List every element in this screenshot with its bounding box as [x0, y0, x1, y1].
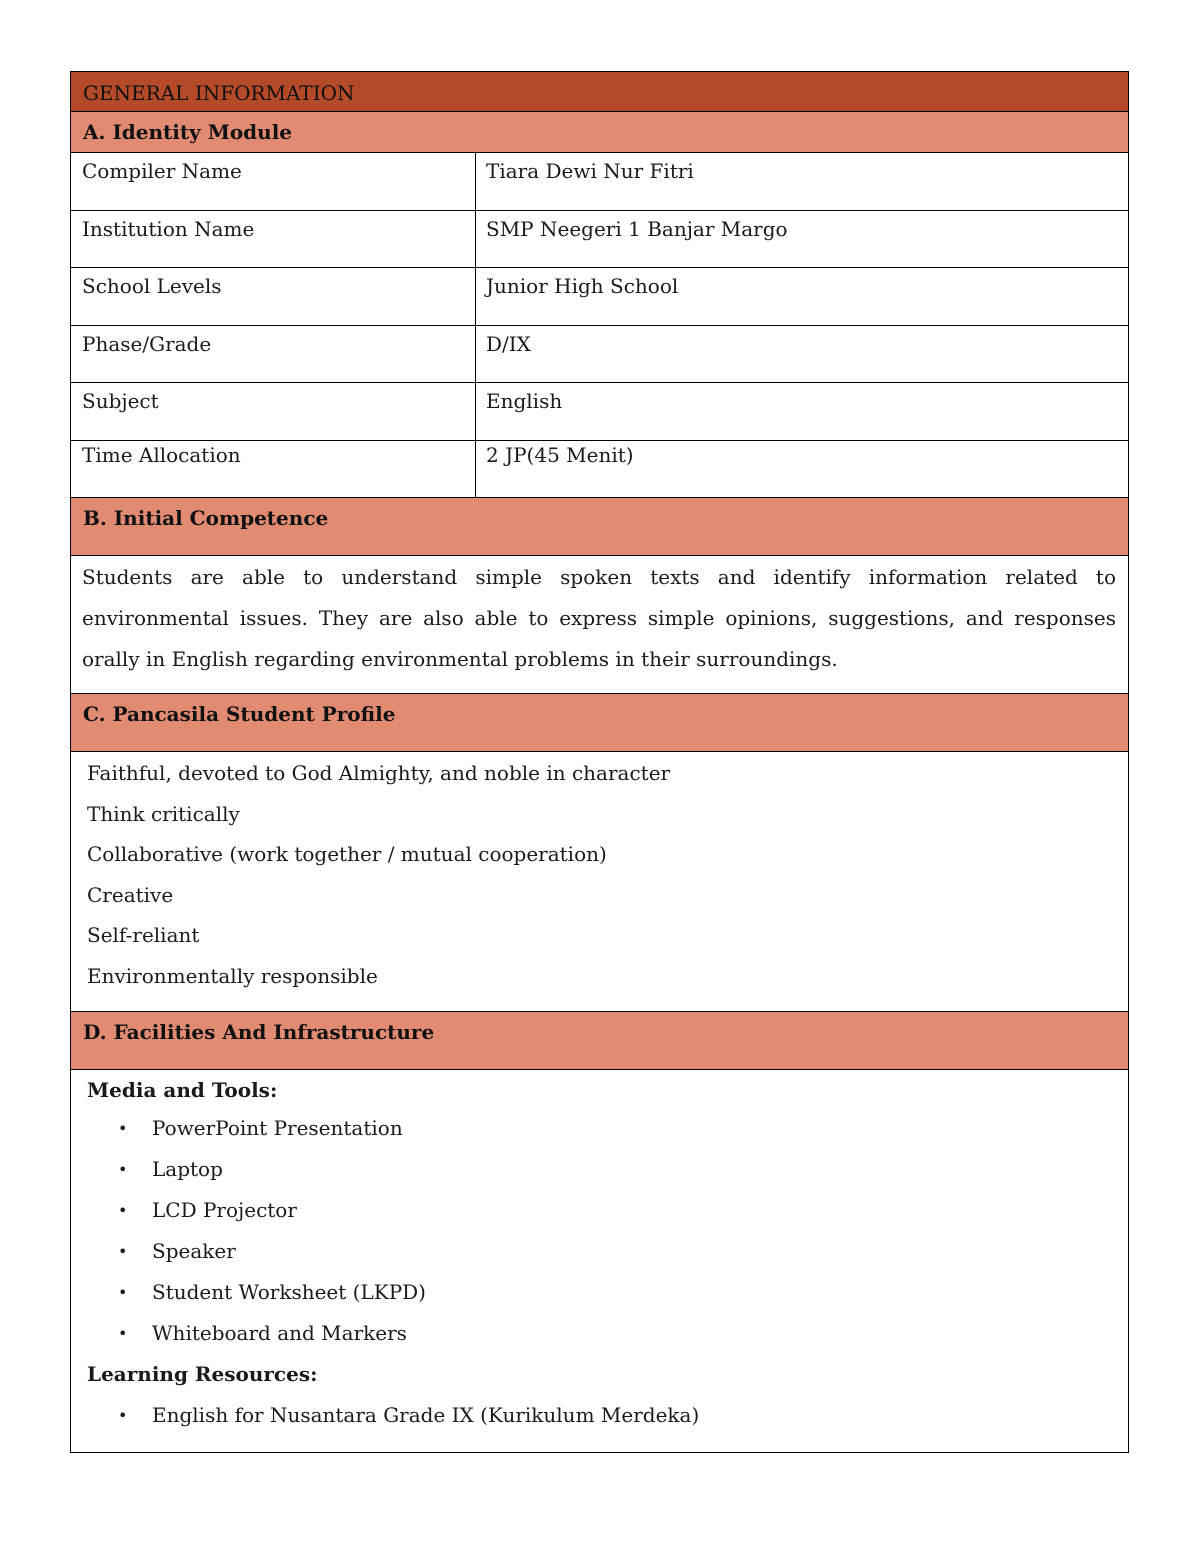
identity-row	[71, 383, 1129, 441]
pancasila-profile-list	[71, 752, 1129, 1012]
pancasila-profile-header-row	[71, 694, 1129, 752]
initial-competence-text-cell	[71, 556, 1129, 694]
initial-competence-header-row	[71, 498, 1129, 556]
subject-value: English	[476, 383, 1129, 441]
bullet-icon: •	[118, 1119, 128, 1138]
list-item	[87, 1108, 1128, 1149]
initial-competence-text: Students are able to understand simple spoken texts and identify information related to environmental issues. They are also able to express simple opinions, suggestions, and responses orally in English regarding environmental problems in their surroundings.	[82, 565, 1117, 671]
facilities-header-row	[71, 1012, 1129, 1070]
learning-resources-list	[87, 1395, 1128, 1436]
facilities-body-row	[71, 1070, 1129, 1453]
media-item-label: PowerPoint Presentation	[152, 1116, 403, 1140]
media-item-label: LCD Projector	[152, 1198, 297, 1222]
list-item	[87, 1272, 1128, 1313]
pancasila-profile-heading: C. Pancasila Student Profile	[71, 694, 1129, 752]
identity-module-header-row	[71, 112, 1129, 153]
initial-competence-body-row	[71, 556, 1129, 694]
time-allocation-label: Time Allocation	[71, 440, 476, 498]
media-item-label: Student Worksheet (LKPD)	[152, 1280, 426, 1304]
media-item-label: Laptop	[152, 1157, 223, 1181]
general-information-table	[70, 71, 1129, 1453]
phase-grade-label: Phase/Grade	[71, 325, 476, 383]
identity-row	[71, 440, 1129, 498]
media-item-label: Whiteboard and Markers	[152, 1321, 407, 1345]
media-tools-list	[87, 1108, 1128, 1354]
phase-grade-value: D/IX	[476, 325, 1129, 383]
identity-module-heading: A. Identity Module	[71, 112, 1129, 153]
profile-item: Creative	[87, 882, 174, 907]
list-item	[87, 1231, 1128, 1272]
identity-row	[71, 325, 1129, 383]
facilities-content	[71, 1070, 1129, 1453]
bullet-icon: •	[118, 1242, 128, 1261]
media-tools-heading: Media and Tools:	[87, 1078, 278, 1102]
identity-row	[71, 153, 1129, 211]
identity-row	[71, 210, 1129, 268]
subject-label: Subject	[71, 383, 476, 441]
institution-name-label: Institution Name	[71, 210, 476, 268]
bullet-icon: •	[118, 1406, 128, 1425]
bullet-icon: •	[118, 1283, 128, 1302]
bullet-icon: •	[118, 1324, 128, 1343]
identity-row	[71, 268, 1129, 326]
module-document	[70, 71, 1128, 1453]
list-item	[87, 1149, 1128, 1190]
learning-resources-heading: Learning Resources:	[87, 1362, 318, 1386]
school-levels-label: School Levels	[71, 268, 476, 326]
compiler-name-value: Tiara Dewi Nur Fitri	[476, 153, 1129, 211]
resource-item-label: English for Nusantara Grade IX (Kurikulum Merdeka)	[152, 1403, 700, 1427]
initial-competence-heading: B. Initial Competence	[71, 498, 1129, 556]
media-item-label: Speaker	[152, 1239, 236, 1263]
list-item	[87, 1313, 1128, 1354]
list-item	[87, 1190, 1128, 1231]
general-information-header-row	[71, 72, 1129, 112]
pancasila-profile-body-row	[71, 752, 1129, 1012]
general-information-title: GENERAL INFORMATION	[71, 72, 1129, 112]
facilities-heading: D. Facilities And Infrastructure	[71, 1012, 1129, 1070]
profile-item: Think critically	[87, 801, 240, 826]
profile-item: Collaborative (work together / mutual cooperation)	[87, 842, 607, 866]
profile-item: Environmentally responsible	[87, 963, 378, 988]
list-item	[87, 1395, 1128, 1436]
school-levels-value: Junior High School	[476, 268, 1129, 326]
time-allocation-value: 2 JP(45 Menit)	[476, 440, 1129, 498]
profile-item: Self-reliant	[87, 923, 200, 947]
profile-item: Faithful, devoted to God Almighty, and noble in character	[87, 761, 671, 785]
institution-name-value: SMP Neegeri 1 Banjar Margo	[476, 210, 1129, 268]
bullet-icon: •	[118, 1160, 128, 1179]
compiler-name-label: Compiler Name	[71, 153, 476, 211]
bullet-icon: •	[118, 1201, 128, 1220]
